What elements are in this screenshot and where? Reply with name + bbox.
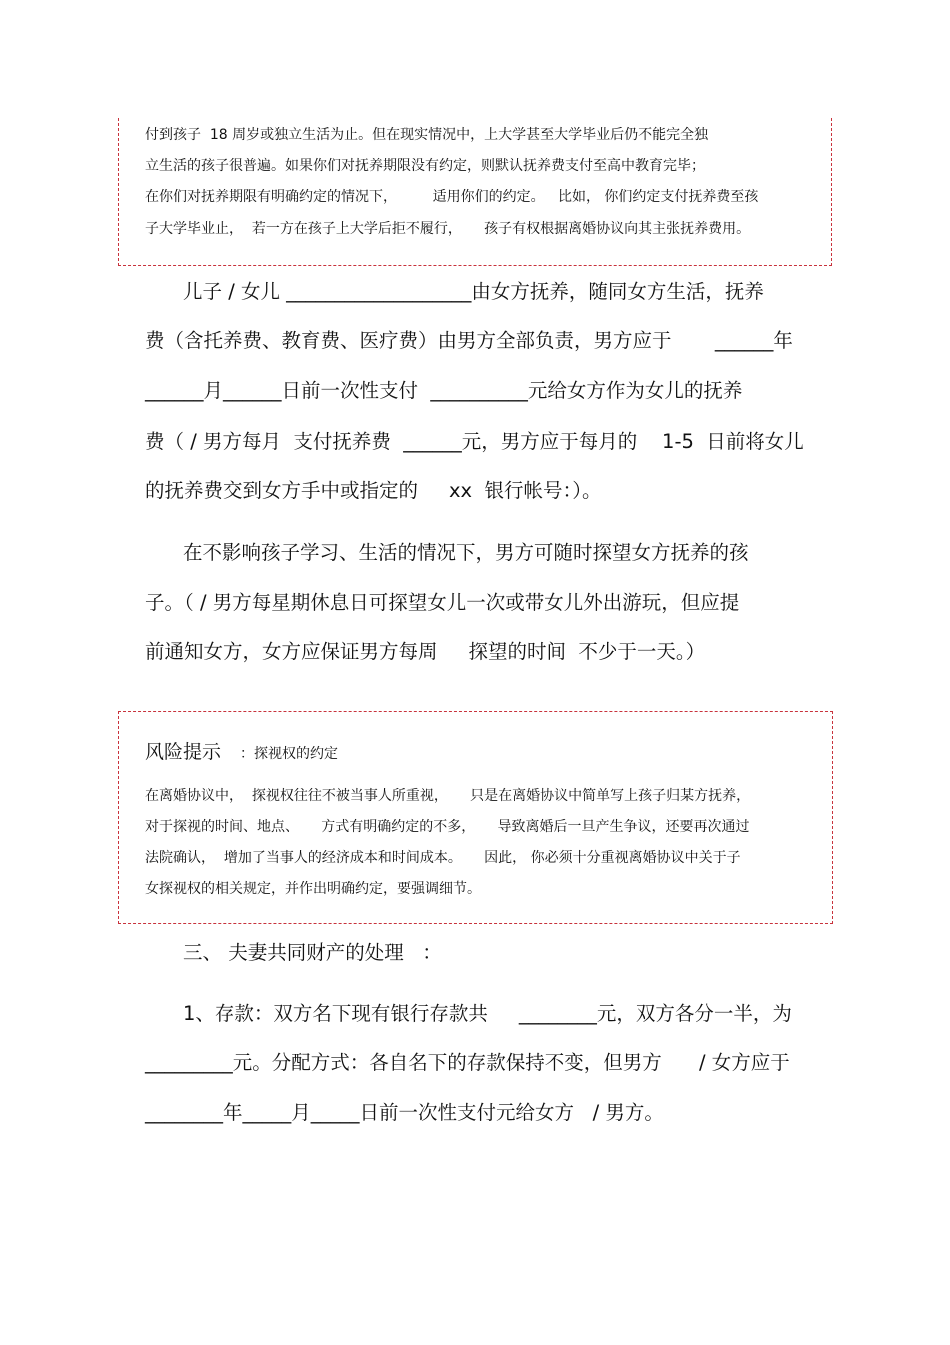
risk-line-3: 法院确认， 增加了当事人的经济成本和时间成本。 因此， 你必须十分重视离婚协议中关于子 <box>145 850 741 866</box>
risk-title: 风险提示 <box>145 741 222 763</box>
risk-line-2: 对于探视的时间、地点、 方式有明确约定的不多， 导致离婚后一旦产生争议，还要再次通过 <box>145 819 750 835</box>
custody-line-5: 的抚养费交到女方手中或指定的 xx 银行帐号：）。 <box>145 479 602 502</box>
custody-line-2: 费（含托养费、教育费、医疗费）由男方全部负责，男方应于 ______年 <box>145 329 793 352</box>
risk-subtitle: ：探视权的约定 <box>240 746 338 762</box>
deposit-line-1: 1、存款：双方名下现有银行存款共 ________元，双方各分一半，为 <box>183 1002 792 1025</box>
risk-line-1: 在离婚协议中， 探视权往往不被当事人所重视， 只是在离婚协议中简单写上孩子归某方抚养， <box>145 788 751 804</box>
section-three-heading: 三、 夫妻共同财产的处理 ： <box>183 941 442 964</box>
top-note-line-1: 付到孩子 18 周岁或独立生活为止。但在现实情况中，上大学甚至大学毕业后仍不能完全独 <box>145 127 709 143</box>
top-note-line-2: 立生活的孩子很普遍。如果你们对抚养期限没有约定，则默认抚养费支付至高中教育完毕； <box>145 158 705 174</box>
visitation-line-2: 子。（ / 男方每星期休息日可探望女儿一次或带女儿外出游玩，但应提 <box>145 591 740 614</box>
deposit-line-3: ________年_____月_____日前一次性支付元给女方 / 男方。 <box>145 1101 664 1124</box>
visitation-line-1: 在不影响孩子学习、生活的情况下，男方可随时探望女方抚养的孩 <box>183 541 749 564</box>
risk-line-4: 女探视权的相关规定，并作出明确约定，要强调细节。 <box>145 881 481 897</box>
visitation-line-3: 前通知女方，女方应保证男方每周 探望的时间 不少于一天。） <box>145 640 706 663</box>
custody-line-4: 费（ / 男方每月 支付抚养费 ______元，男方应于每月的 1-5 日前将女儿 <box>145 430 804 453</box>
custody-line-3: ______月______日前一次性支付 __________元给女方作为女儿的抚养 <box>145 379 743 402</box>
deposit-line-2: _________元。分配方式：各自名下的存款保持不变，但男方 / 女方应于 <box>145 1051 790 1074</box>
top-note-line-4: 子大学毕业止， 若一方在孩子上大学后拒不履行， 孩子有权根据离婚协议向其主张抚养费用。 <box>145 221 751 237</box>
top-note-line-3: 在你们对抚养期限有明确约定的情况下， 适用你们的约定。 比如， 你们约定支付抚养费至孩 <box>145 189 759 205</box>
custody-line-1: 儿子 / 女儿 ___________________由女方抚养，随同女方生活，抚养 <box>183 280 764 303</box>
